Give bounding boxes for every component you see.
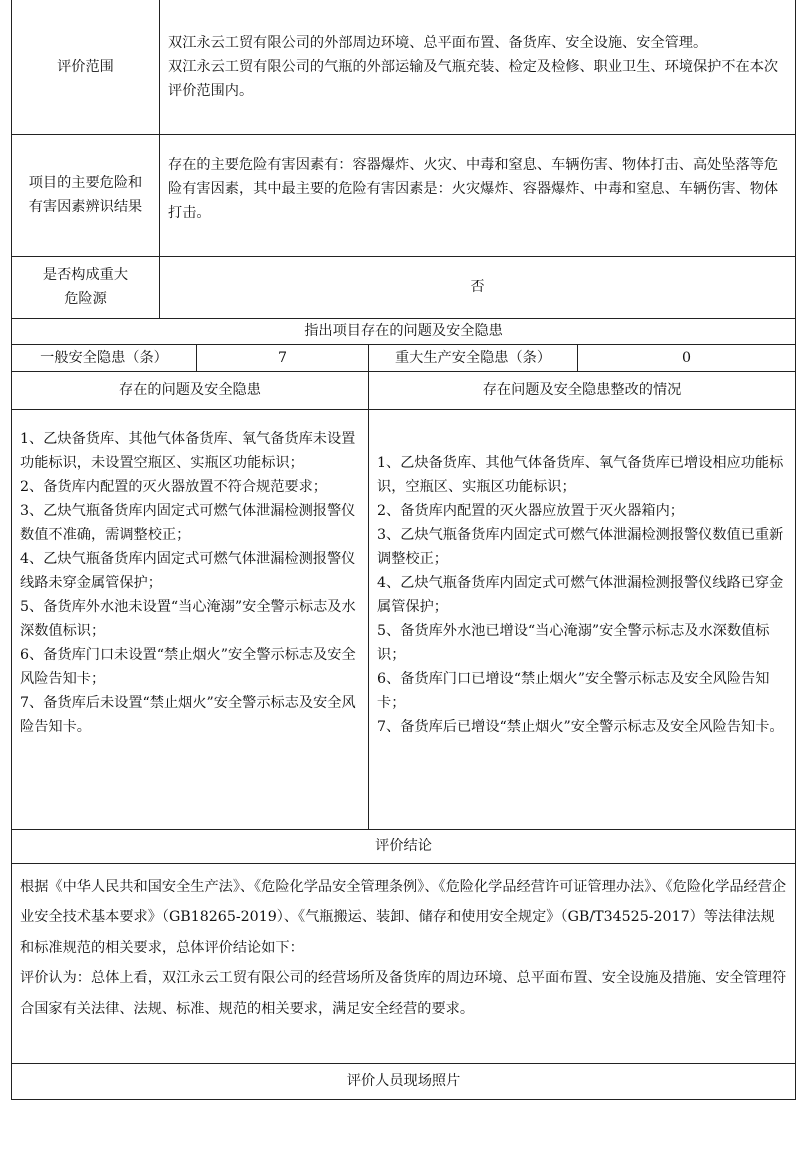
rectification-item: 5、备货库外水池已增设“当心淹溺”安全警示标志及水深数值标识； (377, 622, 770, 663)
scope-line-1: 双江永云工贸有限公司的外部周边环境、总平面布置、备货库、安全设施、安全管理。 (168, 34, 708, 51)
rectification-item: 4、乙炔气瓶备货库内固定式可燃气体泄漏检测报警仪线路已穿金属管保护； (377, 574, 784, 615)
photos-header: 评价人员现场照片 (12, 1063, 796, 1099)
rectification-item: 1、乙炔备货库、其他气体备货库、氧气备货库已增设相应功能标识，空瓶区、实瓶区功能标识； (377, 454, 784, 495)
rectification-item: 2、备货库内配置的灭火器应放置于灭火器箱内； (377, 502, 684, 519)
major-hazard-value: 否 (160, 256, 796, 318)
rectification-item: 7、备货库后已增设“禁止烟火”安全警示标志及安全风险告知卡。 (377, 718, 784, 735)
conclusion-header: 评价结论 (12, 829, 796, 863)
major-hazard-count-value: 0 (578, 344, 796, 371)
problems-list (12, 409, 369, 829)
rectification-item: 6、备货库门口已增设“禁止烟火”安全警示标志及安全风险告知卡； (377, 670, 770, 711)
problem-item: 1、乙炔备货库、其他气体备货库、氧气备货库未设置功能标识，未设置空瓶区、实瓶区功能标识； (20, 430, 356, 471)
scope-label: 评价范围 (12, 0, 160, 134)
general-hazard-value: 7 (197, 344, 369, 371)
conclusion-header-row (12, 829, 796, 863)
problem-item: 4、乙炔气瓶备货库内固定式可燃气体泄漏检测报警仪线路未穿金属管保护； (20, 550, 356, 591)
problem-item: 7、备货库后未设置“禁止烟火”安全警示标志及安全风险告知卡。 (20, 694, 356, 735)
major-hazard-label: 是否构成重大危险源 (12, 256, 160, 318)
scope-content (160, 0, 796, 134)
photos-header-row (12, 1063, 796, 1099)
scope-row (12, 0, 796, 134)
major-hazard-count-label: 重大生产安全隐患（条） (369, 344, 578, 371)
issues-header: 指出项目存在的问题及安全隐患 (12, 318, 796, 344)
conclusion-paragraph-1: 根据《中华人民共和国安全生产法》、《危险化学品安全管理条例》、《危险化学品经营许可证管理办法》、《危险化学品经营企业安全技术基本要求》（GB18265-2019）、《气瓶搬运、装卸、储存和使用安全规定》（GB/T34525-2017）等法律法规和标准规范的相关要求，总体评价结论如下： (20, 878, 787, 956)
columns-header-row (12, 371, 796, 409)
evaluation-report-table (11, 0, 795, 1100)
issues-header-row (12, 318, 796, 344)
conclusion-content (12, 863, 796, 1063)
hazards-row (12, 134, 796, 256)
conclusion-row (12, 863, 796, 1063)
major-hazard-row (12, 256, 796, 318)
problem-item: 6、备货库门口未设置“禁止烟火”安全警示标志及安全风险告知卡； (20, 646, 356, 687)
hazards-label: 项目的主要危险和有害因素辨识结果 (12, 134, 160, 256)
issues-detail-row (12, 409, 796, 829)
rectification-item: 3、乙炔气瓶备货库内固定式可燃气体泄漏检测报警仪数值已重新调整校正； (377, 526, 784, 567)
problem-item: 3、乙炔气瓶备货库内固定式可燃气体泄漏检测报警仪数值不准确，需调整校正； (20, 502, 356, 543)
general-hazard-label: 一般安全隐患（条） (12, 344, 197, 371)
counts-row (12, 344, 796, 371)
problem-item: 5、备货库外水池未设置“当心淹溺”安全警示标志及水深数值标识； (20, 598, 356, 639)
problems-column-header: 存在的问题及安全隐患 (12, 371, 369, 409)
scope-line-2: 双江永云工贸有限公司的气瓶的外部运输及气瓶充装、检定及检修、职业卫生、环境保护不在本次评价范围内。 (168, 58, 779, 99)
rectifications-column-header: 存在问题及安全隐患整改的情况 (369, 371, 796, 409)
rectifications-list (369, 409, 796, 829)
problem-item: 2、备货库内配置的灭火器放置不符合规范要求； (20, 478, 327, 495)
conclusion-paragraph-2: 评价认为：总体上看，双江永云工贸有限公司的经营场所及备货库的周边环境、总平面布置、安全设施及措施、安全管理符合国家有关法律、法规、标准、规范的相关要求，满足安全经营的要求。 (20, 970, 787, 1017)
hazards-content: 存在的主要危险有害因素有：容器爆炸、火灾、中毒和窒息、车辆伤害、物体打击、高处坠落等危险有害因素，其中最主要的危险有害因素是：火灾爆炸、容器爆炸、中毒和窒息、车辆伤害、物体打击。 (160, 134, 796, 256)
